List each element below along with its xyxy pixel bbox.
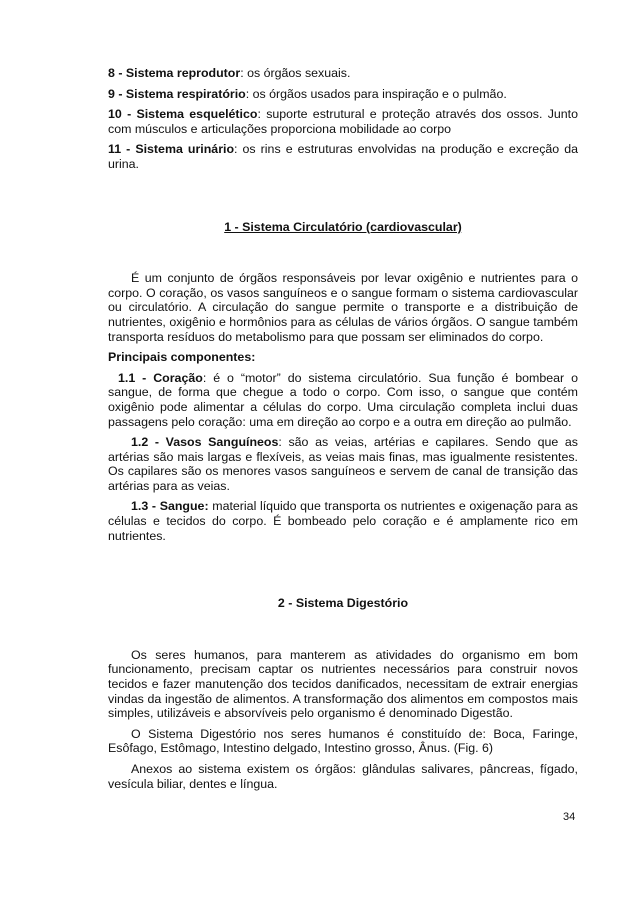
- component-heart: [108, 371, 578, 429]
- component-description: : são as veias, artérias e capilares. Sendo que as artérias são mais largas e flexíveis, as veias mais finas, mas igualmente resistentes. Os capilares são os menores vasos sanguíneos e servem de canal de transição das artérias para as veias.: [108, 435, 578, 493]
- term-label: 8 - Sistema reprodutor: [108, 66, 241, 80]
- component-label: 1.3 - Sangue:: [131, 499, 209, 514]
- term-description: : suporte estrutural e proteção através dos ossos. Junto com músculos e articulações proporciona mobilidade ao corpo: [108, 107, 578, 136]
- section-heading-digestive: 2 - Sistema Digestório: [277, 596, 409, 611]
- list-item-respiratory-system: [108, 87, 578, 102]
- digestive-paragraph: Anexos ao sistema existem os órgãos: glândulas salivares, pâncreas, fígado, vesícula biliar, dentes e língua.: [108, 762, 578, 791]
- section-heading-circulatory: 1 - Sistema Circulatório (cardiovascular): [224, 219, 462, 234]
- term-label: 10 - Sistema esquelético: [108, 107, 258, 122]
- term-description: : os rins e estruturas envolvidas na produção e excreção da urina.: [108, 142, 579, 171]
- circulatory-intro-paragraph: É um conjunto de órgãos responsáveis por levar oxigênio e nutrientes para o corpo. O coração, os vasos sanguíneos e o sangue formam o sistema cardiovascular ou circulatório. A circulação do sangue permite o transporte e a distribuição de nutrientes, oxigênio e hormônios para as células de vários órgãos. O sangue também transporta resíduos do metabolismo para que possam ser eliminados do corpo.: [108, 271, 578, 344]
- list-item-urinary-system: [108, 142, 578, 171]
- component-description: material líquido que transporta os nutrientes e oxigenação para as células e tecidos do corpo. É bombeado pelo coração e é amplamente rico em nutrientes.: [108, 499, 578, 543]
- component-label: 1.2 - Vasos Sanguíneos: [131, 435, 279, 450]
- component-blood: [108, 499, 578, 543]
- component-description: : é o “motor” do sistema circulatório. Sua função é bombear o sangue, de forma que chegue a todo o corpo. Com isso, o sangue que contém oxigênio pode alimentar a células do corpo. Uma circulação completa inclui duas passagens pelo coração: uma em direção ao corpo e a outra em direção ao pulmão.: [108, 370, 578, 429]
- page-content: [108, 66, 578, 791]
- list-item-skeletal-system: [108, 107, 578, 136]
- digestive-paragraph: Os seres humanos, para manterem as atividades do organismo em bom funcionamento, precisam captar os nutrientes necessários para construir novos tecidos e fazer manutenção dos tecidos danificados, necessitam de extrair energias vindas da ingestão de alimentos. A transformação dos alimentos em compostos mais simples, utilizáveis e absorvíveis pelo organismo é denominado Digestão.: [108, 647, 578, 721]
- term-description: : os órgãos usados para inspiração e o pulmão.: [245, 86, 507, 101]
- component-label: 1.1 - Coração: [118, 370, 203, 385]
- digestive-paragraph: O Sistema Digestório nos seres humanos é constituído de: Boca, Faringe, Esôfago, Estômago, Intestino delgado, Intestino grosso, Ânus. (Fig. 6): [108, 726, 578, 756]
- page-number: 34: [563, 811, 576, 823]
- term-label: 11 - Sistema urinário: [108, 142, 235, 157]
- component-blood-vessels: [108, 435, 578, 493]
- term-description: : os órgãos sexuais.: [240, 66, 351, 80]
- term-label: 9 - Sistema respiratório: [108, 86, 246, 101]
- list-item-reproductive-system: [108, 66, 578, 81]
- components-title: Principais componentes:: [108, 350, 256, 365]
